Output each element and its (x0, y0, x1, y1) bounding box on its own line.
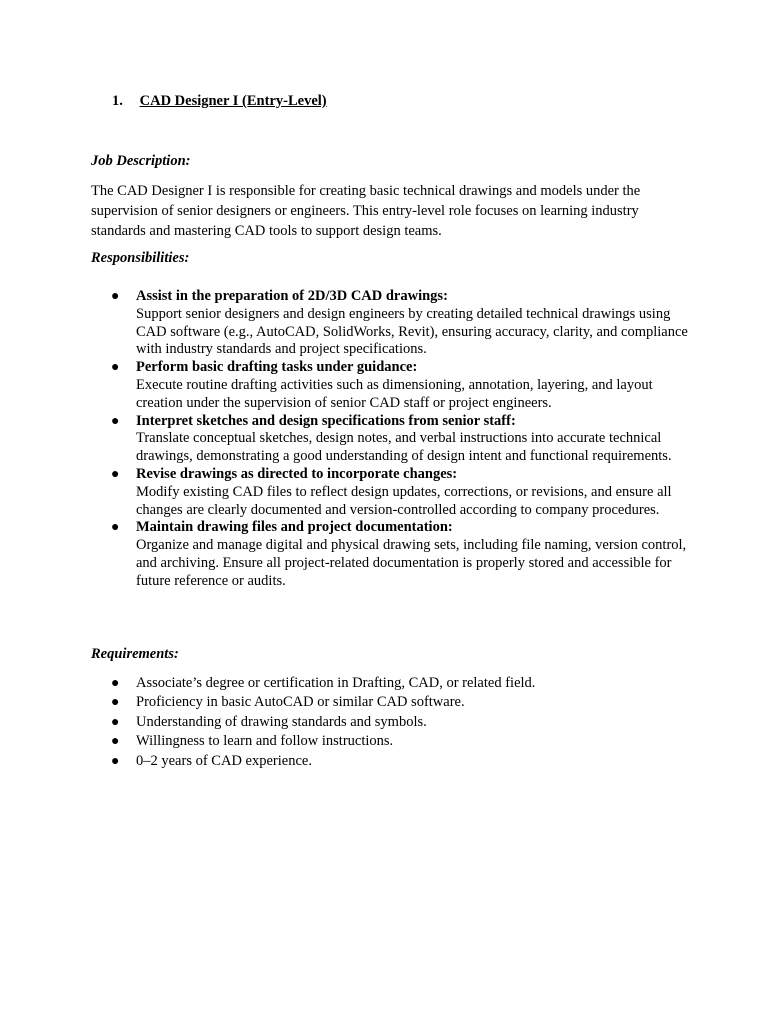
responsibilities-label: Responsibilities: (91, 250, 190, 266)
bullet-icon: ● (111, 520, 120, 536)
heading-number: 1. (112, 93, 123, 109)
responsibility-desc: Translate conceptual sketches, design notes, and verbal instructions into accurate technical drawings, demonstrating a good understanding of design intent and functional requirements. (136, 430, 672, 465)
responsibility-desc: Execute routine drafting activities such as dimensioning, annotation, layering, and layout creation under the supervision of senior CAD staff or project engineers. (136, 376, 653, 411)
requirements-list (91, 674, 691, 771)
job-description-text: The CAD Designer I is responsible for creating basic technical drawings and models under the supervision of senior designers or engineers. This entry-level role focuses on learning industry standards and mastering CAD tools to support design teams. (91, 183, 641, 239)
job-description-label: Job Description: (91, 153, 191, 169)
bullet-icon: ● (111, 676, 120, 691)
list-item (91, 288, 691, 359)
responsibility-desc: Organize and manage digital and physical drawing sets, including file naming, version control, and archiving. Ensure all project-related documentation is properly stored and accessible for future reference or audits. (136, 537, 687, 589)
bullet-icon: ● (111, 695, 120, 711)
responsibility-desc: Support senior designers and design engineers by creating detailed technical drawings using CAD software (e.g., AutoCAD, SolidWorks, Revit), ensuring accuracy, clarity, and compliance with industry standards and project specifications. (136, 305, 688, 358)
bullet-icon: ● (111, 734, 120, 750)
responsibility-title: Maintain drawing files and project documentation: (136, 519, 453, 536)
responsibility-desc: Modify existing CAD files to reflect design updates, corrections, or revisions, and ensure all changes are clearly documented and version-controlled according to company procedures. (136, 483, 672, 518)
requirement-text: Associate’s degree or certification in Drafting, CAD, or related field. (136, 675, 536, 691)
list-item (91, 519, 691, 590)
section-heading (112, 93, 327, 110)
requirement-text: 0–2 years of CAD experience. (136, 752, 312, 769)
bullet-icon: ● (111, 360, 120, 376)
bullet-icon: ● (111, 753, 120, 769)
bullet-icon: ● (111, 466, 120, 482)
responsibility-title: Revise drawings as directed to incorporate changes: (136, 465, 458, 482)
list-item (91, 693, 691, 712)
list-item (91, 752, 691, 771)
requirements-label: Requirements: (91, 646, 179, 662)
bullet-icon: ● (111, 714, 120, 730)
requirement-text: Understanding of drawing standards and symbols. (136, 713, 427, 730)
responsibility-title: Interpret sketches and design specifications from senior staff: (136, 412, 516, 429)
list-item (91, 413, 691, 466)
list-item (91, 359, 691, 412)
responsibility-title: Assist in the preparation of 2D/3D CAD drawings: (136, 288, 448, 304)
responsibility-title: Perform basic drafting tasks under guidance: (136, 359, 418, 376)
requirement-text: Proficiency in basic AutoCAD or similar CAD software. (136, 694, 465, 711)
list-item (91, 732, 691, 751)
heading-title: CAD Designer I (Entry-Level) (139, 93, 327, 109)
requirement-text: Willingness to learn and follow instructions. (136, 733, 394, 750)
list-item (91, 466, 691, 519)
list-item (91, 713, 691, 732)
bullet-icon: ● (111, 289, 120, 304)
list-item (91, 674, 691, 693)
responsibilities-list (91, 288, 691, 591)
bullet-icon: ● (111, 413, 120, 429)
